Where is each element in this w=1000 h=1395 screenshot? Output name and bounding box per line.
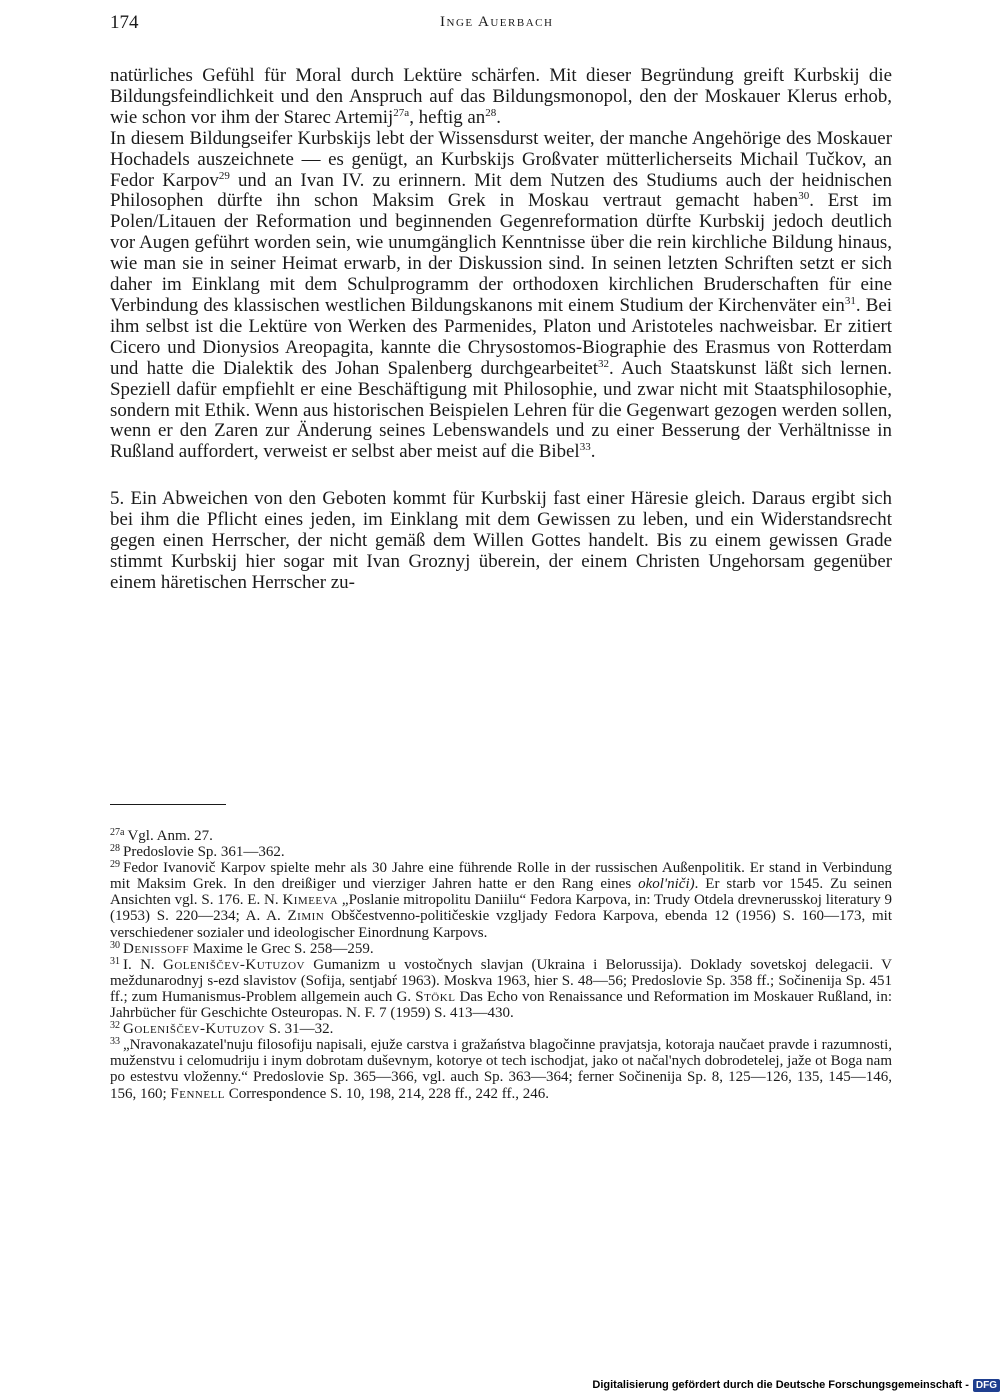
text-run: 5. Ein Abweichen von den Geboten kommt für Kurbskij fast einer Häresie gleich. Daraus ergibt sich bei ihm die Pflicht eines jeden, im Einklang mit dem Gewissen zu leben, und ein Widerstandsrecht gegen einen Herrscher, der nicht gemäß dem Willen Gottes handelt. Bis zu einem gewissen Grade stimmt Kurbskij hier sogar mit Ivan Groznyj überein, der einem Christen Ungehorsam gegenüber einem häretischen Herrscher zu- [110,488,892,593]
author-name: Fennell [170,1085,226,1102]
footnotes [110,828,892,1102]
footnote-number: 30 [110,939,120,951]
text-run: „Poslanie mitropolitu Daniilu“ Fedora Karpova, in: Trudy Otdela drevnerusskoj literatury 9 (1953) S. 220—234; A. A. [110,892,892,925]
text-run: . [590,441,596,463]
text-run: und an Ivan IV. zu erinnern. Mit dem Nutzen des Studiums auch der heidnischen Philosophen dürfte ihn schon Maksim Grek in Moskau vertraut gemacht haben [110,169,893,212]
text-run: Maxime le Grec S. 258—259. [189,940,374,957]
text-run: Fedor Ivanovič Karpov spielte mehr als 30 Jahre eine führende Rolle in der russischen Außenpolitik. Er stand in Verbindung mit Maksim Grek. In den dreißiger und vierziger Jahren hatte er den Rang eines [110,860,892,893]
author-name: Kimeeva [282,892,339,909]
text-run: . Er starb vor 1545. Zu seinen Ansichten vgl. S. 176. E. N. [110,876,892,909]
text-run: In diesem Bildungseifer Kurbskijs lebt der Wissensdurst weiter, der manche Angehörige des Moskauer Hochadels auszeichnete — es genügt, an Kurbskijs Großvater mütterlicherseits Michail Tučkov, an Fedor Karpov [110,127,892,191]
footnote-number: 27a [110,827,125,838]
text-run: natürliches Gefühl für Moral durch Lektüre schärfen. Mit dieser Begründung greift Kurbskij die Bildungsfeindlichkeit und den Anspruch auf das Bildungsmonopol, den der Moskauer Klerus erhob, wie schon vor ihm der Starec Artemij [110,65,892,128]
italic-term: okol'niči) [638,876,695,893]
author-name: Zimin [287,908,325,925]
body-paragraph [110,66,892,129]
body-paragraph [110,489,892,594]
body-paragraph [110,129,892,464]
text-run: Predoslovie Sp. 361—362. [123,844,285,861]
footnote-number: 31 [110,955,120,967]
footnote-reference: 27a [393,106,410,119]
footnote-rule [110,804,226,805]
text-run: . Bei ihm selbst ist die Lektüre von Werken des Parmenides, Platon und Aristoteles nachweisbar. Er zitiert Cicero und Dionysios Areopagita, kannte die Chrysostomos-Biographie des Erasmus von Rotterdam und hatte die Dialektik des Johan Spalenberg durchgearbeitet [110,294,892,379]
footnote-reference: 29 [218,169,230,182]
text-run: , heftig an [409,106,486,128]
text-run: . Erst im Polen/Litauen der Reformation und beginnenden Gegenreformation dürfte Kurbskij jedoch deutlich vor Augen geführt worden sein, wie unumgänglich Kenntnisse über die rein kirchliche Bildung hinaus, wie man sie in seiner Heimat erwarb, in der Diskussion sind. In seinen letzten Schriften setzt er sich daher im Einklang mit dem Schulprogramm der orthodoxen kirchlichen Bruderschaften für eine Verbindung des klassischen westlichen Bildungskanons mit einem Studium der Kirchenväter ein [110,190,892,316]
footnote [110,860,892,940]
footnote-number: 28 [110,843,120,855]
text-run: Correspondence S. 10, 198, 214, 228 ff., 242 ff., 246. [225,1085,550,1102]
footer-text: Digitalisierung gefördert durch die Deutsche Forschungsgemeinschaft - [592,1379,969,1391]
footnote-reference: 32 [598,357,610,370]
footnote-number: 33 [110,1036,120,1048]
author-name: Goleniščev-Kutuzov [162,956,305,973]
text-run: . [496,106,501,128]
footnote [110,844,892,860]
footnote [110,1021,892,1037]
footnote-number: 32 [110,1020,120,1032]
page-number: 174 [110,12,139,33]
footnote-reference: 33 [579,441,591,454]
footnote [110,1037,892,1101]
text-run: Vgl. Anm. 27. [127,828,213,844]
paragraph-gap [110,463,892,489]
running-head: Inge Auerbach [440,14,554,30]
footer [592,1376,1000,1394]
footnote [110,957,892,1021]
main-text [110,66,892,594]
text-run: Gumanizm u vostočnych slavjan (Ukraina i Belorussija). Doklady sovetskoj delegacii. V meždunarodnyj s-ezd slavistov (Sofija, sentjabŕ 1963). Moskva 1963, hier S. 48—56; Predoslovie Sp. 358 ff.; Sočinenija Sp. 451 ff.; zum Humanismus-Problem allgemein auch G. [110,956,892,1005]
author-name: Denissoff [123,940,190,957]
page-header [110,12,890,42]
footnote [110,941,892,957]
text-run: „Nravonakazatel'nuju filosofiju napisali, ejuže carstva i gražaństva blagočinne pravjatsja, kotoraja naučaet pravde i razumnosti, muženstvu i celomudriju i inym dobrotam duševnym, kotorye ot tech ischodjat, jako ot načal'nych dobrodetelej, jaže ot Boga nam po estestvu vloženny.“ Predoslovie Sp. 365—366, vgl. auch Sp. 363—364; ferner Sočinenija Sp. 8, 125—126, 135, 145—146, 156, 160; [110,1037,892,1102]
text-run: I. N. [123,956,163,973]
text-run: Das Echo von Renaissance und Reformation im Moskauer Rußland, in: Jahrbücher für Geschichte Osteuropas. N. F. 7 (1959) S. 413—430. [110,988,892,1022]
author-name: Stökl [415,988,456,1005]
footnote [110,828,892,844]
footnote-reference: 30 [798,190,810,203]
footnote-reference: 31 [844,294,856,307]
text-run: S. 31—32. [264,1021,334,1038]
dfg-logo: DFG [973,1379,1000,1392]
text-run: . Auch Staatskunst läßt sich lernen. Speziell dafür empfiehlt er eine Beschäftigung mit Philosophie, und zwar nicht mit Staatsphilosophie, sondern mit Ethik. Wenn aus historischen Beispielen Lehren für die Gegenwart gezogen werden sollen, wenn er den Zaren zur Änderung seines Lebenswandels und zu einer Besserung der Verhältnisse in Rußland auffordert, verweist er selbst aber meist auf die Bibel [110,357,892,463]
text-run: Obščestvenno-političeskie vzgljady Fedora Karpova, ebenda 12 (1956) S. 160—173, mit verschiedener sozialer und ideologischer Einordnung Karpovs. [110,908,892,941]
author-name: Goleniščev-Kutuzov [123,1021,265,1038]
footnote-reference: 28 [485,106,497,119]
footnote-number: 29 [110,859,120,871]
